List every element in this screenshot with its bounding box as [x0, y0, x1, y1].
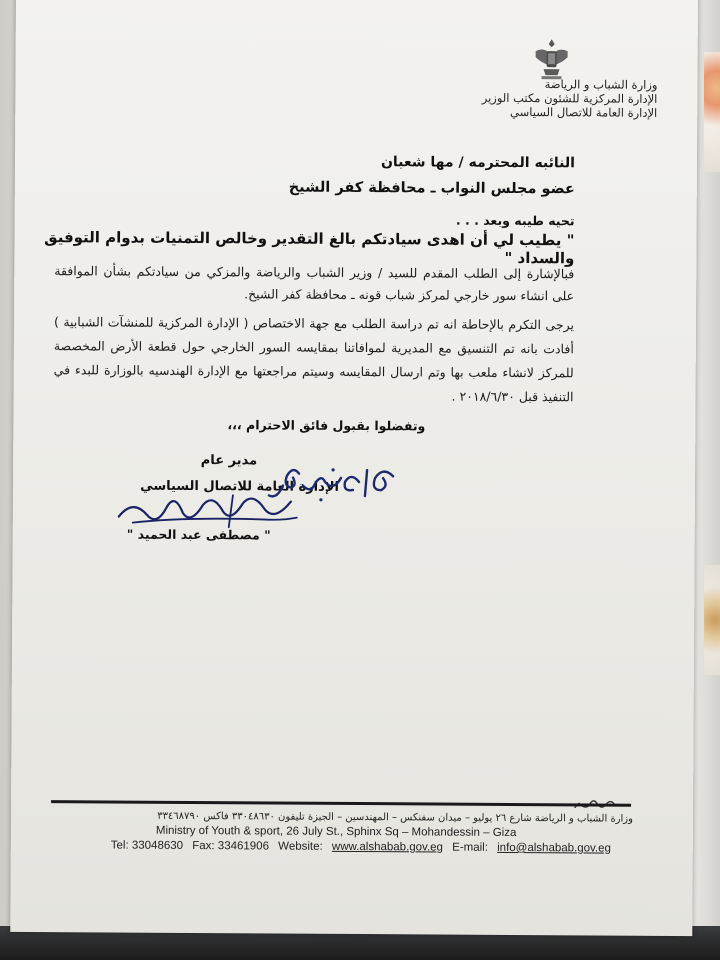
signatory-department: الإدارة العامة للاتصال السياسي: [140, 478, 340, 495]
body-paragraph-2: يرجى التكرم بالإحاطة انه تم دراسة الطلب مع جهة الاختصاص ( الإدارة المركزية للمنشآت الشبابية ) أفادت بانه تم التنسيق مع المديرية لموافاتنا بمقايسه السور الخارجي حول قطعة الأرض المخصصة للمركز لانشاء ملعب بها وتم ارسال المقايسه وسيتم مراجعتها مع الإدارة الهندسيه بالوزارة للبدء في التنفيذ قبل ٢٠١٨/٦/٣٠ .: [53, 314, 575, 405]
addressee-title: عضو مجلس النواب ـ محافظة كفر الشيخ: [288, 179, 575, 198]
closing-line: وتفضلوا بقبول فائق الاحترام ،،،: [227, 417, 426, 434]
footer-fax: Fax: 33461906: [192, 840, 270, 853]
letter-page: [10, 0, 698, 936]
footer-email-label: E-mail:: [452, 841, 488, 854]
ministry-header: [482, 77, 658, 120]
ministry-department: الإدارة العامة للاتصال السياسي: [509, 104, 658, 120]
footer-english-address: Ministry of Youth & sport, 26 July St., Sphinx Sq – Mohandessin – Giza: [155, 824, 517, 839]
greeting: تحيه طيبه وبعد . . .: [455, 212, 575, 229]
footer-tel: Tel: 33048630: [110, 839, 184, 852]
footer-contact-line: [111, 840, 617, 855]
addressee-block: [289, 154, 575, 198]
salutation-quote: " يطيب لي أن اهدى سيادتكم بالغ التقدير وخالص التمنيات بدوام التوفيق والسداد ": [44, 228, 575, 268]
footer-email-link[interactable]: info@alshabab.gov.eg: [497, 841, 611, 855]
ministry-name: وزارة الشباب و الرياضة: [544, 77, 658, 92]
right-sticker-top: [704, 52, 720, 172]
ministry-office: الإدارة المركزية للشئون مكتب الوزير: [481, 90, 658, 106]
footer-website-label: Website:: [278, 840, 323, 853]
footer-divider: [51, 800, 631, 807]
right-sticker-bottom: [704, 565, 720, 675]
addressee-name: النائبه المحترمه / مها شعبان: [380, 154, 576, 172]
eagle-emblem-icon: [531, 35, 571, 83]
footer-arabic-address: وزارة الشباب و الرياضة شارع ٢٦ يوليو – ميدان سفنكس – المهندسين – الجيزة تليفون ٣٣٠٤٨٦٣٠ فاكس ٣٣٤٦٨٧٩٠: [157, 810, 633, 825]
signature-scribble: [113, 487, 303, 533]
footer-website-link[interactable]: www.alshabab.gov.eg: [331, 840, 443, 854]
body-paragraph-1: فبالإشارة إلى الطلب المقدم للسيد / وزير الشباب والرياضة والمزكي من سيادتكم بشأن الموافقة على انشاء سور خارجي لمركز شباب قونه ـ محافظة كفر الشيخ.: [54, 263, 575, 304]
signatory-title: مدير عام: [200, 453, 258, 469]
signatory-name: " مصطفى عبد الحميد ": [126, 526, 271, 543]
